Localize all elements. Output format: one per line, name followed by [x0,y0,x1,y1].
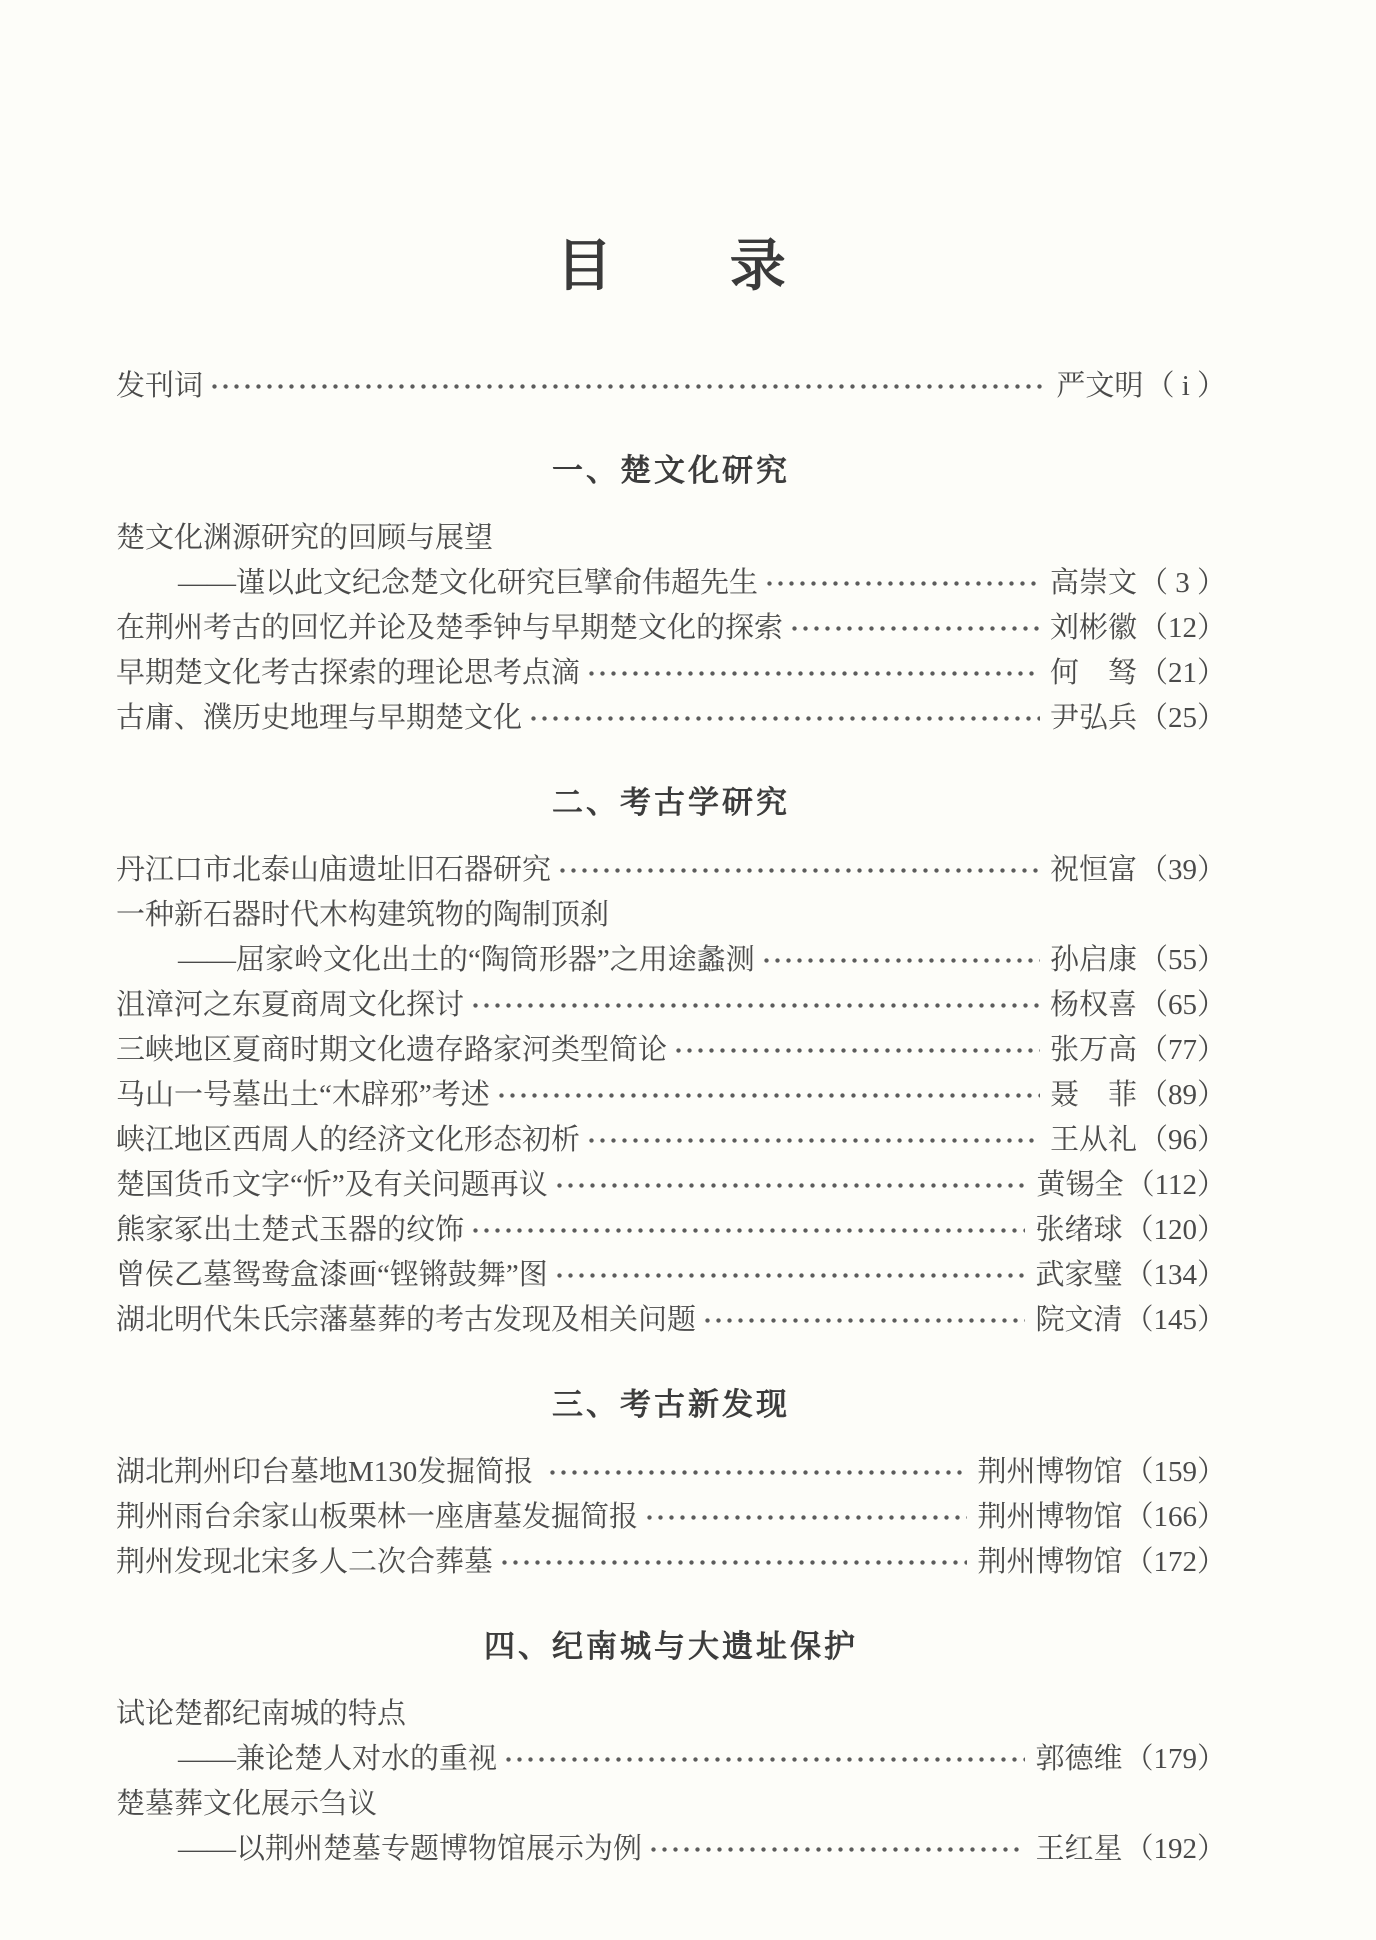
entry-title: 湖北荆州印台墓地M130发掘简报 [116,1456,541,1488]
entry-page: （145） [1124,1304,1226,1336]
entry-author: 院文清 [1035,1304,1123,1336]
entry-title: 楚墓葬文化展示刍议 [116,1788,378,1820]
dot-leader [503,1737,1025,1782]
entry-line [116,1495,1226,1540]
dot-leader [547,1450,968,1495]
toc-entry [116,983,1226,1028]
entry-line [116,1073,1226,1118]
dot-leader [673,1028,1040,1073]
entry-author: 黄锡全 [1036,1169,1124,1201]
dot-leader [528,696,1040,741]
entry-page: （179） [1124,1743,1226,1775]
entry-author: 严文明 [1056,370,1144,402]
entry-title: 早期楚文化考古探索的理论思考点滴 [116,657,581,689]
section-heading: 三、考古新发现 [552,1387,790,1422]
toc-entry [116,1692,1226,1782]
entry-title: 沮漳河之东夏商周文化探讨 [116,989,465,1021]
entry-author: 郭德维 [1035,1743,1123,1775]
entry-title: 发刊词 [116,370,204,402]
entry-subtitle: ——屈家岭文化出土的“陶筒形器”之用途蠡测 [178,944,755,976]
entry-author: 刘彬徽 [1049,612,1137,644]
entry-subtitle-line [116,938,1226,983]
dot-leader [648,1827,1025,1872]
entry-page: （25） [1138,702,1226,734]
dot-leader [761,938,1040,983]
toc-entry [116,696,1226,741]
entry-title: 峡江地区西周人的经济文化形态初析 [116,1124,581,1156]
toc-entry [116,893,1226,983]
entry-line [116,1253,1226,1298]
toc-entry [116,1495,1226,1540]
entry-page: （65） [1138,989,1226,1021]
entry-subtitle-line [116,1827,1226,1872]
dot-leader [209,364,1046,409]
entry-author: 祝恒富 [1049,854,1137,886]
entry-page: （21） [1138,657,1226,689]
dot-leader [554,1163,1027,1208]
entry-title-line [116,1692,1226,1737]
dot-leader [764,561,1040,606]
dot-leader [470,983,1040,1028]
entry-title: 曾侯乙墓鸳鸯盒漆画“铿锵鼓舞”图 [116,1259,548,1291]
entry-title-line [116,516,1226,561]
entry-page: （159） [1124,1456,1226,1488]
entry-author: 尹弘兵 [1049,702,1137,734]
entry-line [116,1298,1226,1343]
toc-body [116,364,1226,1872]
entry-page: （ 3 ） [1138,567,1226,599]
entry-subtitle: ——兼论楚人对水的重视 [178,1743,498,1775]
entry-title: 湖北明代朱氏宗藩墓葬的考古发现及相关问题 [116,1304,697,1336]
toc-entry [116,364,1226,409]
dot-leader [789,606,1040,651]
entry-author: 聂 菲 [1049,1079,1137,1111]
entry-author: 何 驽 [1049,657,1137,689]
dot-leader [554,1253,1026,1298]
dot-leader [586,1118,1040,1163]
entry-line [116,1028,1226,1073]
toc-entry [116,1208,1226,1253]
toc-entry [116,516,1226,606]
entry-line [116,606,1226,651]
entry-title: 荆州雨台余家山板栗林一座唐墓发掘简报 [116,1501,639,1533]
entry-page: （12） [1138,612,1226,644]
entry-page: （96） [1138,1124,1226,1156]
section-heading: 二、考古学研究 [552,785,790,820]
entry-title: 熊家冢出土楚式玉器的纹饰 [116,1214,465,1246]
entry-title: 丹江口市北泰山庙遗址旧石器研究 [116,854,552,886]
entry-page: （120） [1124,1214,1226,1246]
entry-title-line [116,893,1226,938]
entry-title: 楚国货币文字“忻”及有关问题再议 [116,1169,548,1201]
entry-subtitle: ——谨以此文纪念楚文化研究巨擘俞伟超先生 [178,567,759,599]
entry-page: （ i ） [1145,370,1226,402]
entry-line [116,1118,1226,1163]
dot-leader [496,1073,1040,1118]
toc-entry [116,1298,1226,1343]
entry-line [116,651,1226,696]
entry-page: （39） [1138,854,1226,886]
entry-title-line [116,1782,1226,1827]
toc-entry [116,1118,1226,1163]
entry-page: （166） [1124,1501,1226,1533]
section-heading: 四、纪南城与大遗址保护 [484,1629,858,1664]
entry-page: （172） [1124,1546,1226,1578]
dot-leader [644,1495,967,1540]
dot-leader [702,1298,1025,1343]
toc-entry [116,1163,1226,1208]
entry-page: （112） [1125,1169,1226,1201]
entry-line [116,983,1226,1028]
entry-title: 荆州发现北宋多人二次合葬墓 [116,1546,494,1578]
entry-line [116,848,1226,893]
entry-author: 张万高 [1049,1034,1137,1066]
entry-author: 荆州博物馆 [977,1456,1123,1488]
entry-line [116,364,1226,409]
entry-title: 在荆州考古的回忆并论及楚季钟与早期楚文化的探索 [116,612,784,644]
entry-line [116,696,1226,741]
entry-line [116,1540,1226,1585]
toc-entry [116,1450,1226,1495]
entry-page: （89） [1138,1079,1226,1111]
entry-author: 孙启康 [1049,944,1137,976]
entry-author: 王红星 [1035,1833,1123,1865]
section-heading: 一、楚文化研究 [552,453,790,488]
entry-page: （134） [1124,1259,1226,1291]
entry-author: 杨权喜 [1049,989,1137,1021]
toc-entry [116,848,1226,893]
toc-entry [116,1540,1226,1585]
entry-title: 三峡地区夏商时期文化遗存路家河类型简论 [116,1034,668,1066]
entry-author: 高崇文 [1049,567,1137,599]
toc-entry [116,1253,1226,1298]
entry-author: 张绪球 [1035,1214,1123,1246]
entry-title: 马山一号墓出土“木辟邪”考述 [116,1079,490,1111]
entry-author: 王从礼 [1049,1124,1137,1156]
entry-title: 古庸、濮历史地理与早期楚文化 [116,702,523,734]
entry-author: 荆州博物馆 [977,1546,1123,1578]
dot-leader [499,1540,967,1585]
entry-subtitle-line [116,1737,1226,1782]
entry-page: （192） [1124,1833,1226,1865]
dot-leader [470,1208,1025,1253]
dot-leader [586,651,1040,696]
toc-entry [116,1073,1226,1118]
toc-entry [116,1782,1226,1872]
entry-author: 荆州博物馆 [977,1501,1123,1533]
entry-line [116,1450,1226,1495]
entry-title: 一种新石器时代木构建筑物的陶制顶刹 [116,899,610,931]
page-title: 目 录 [556,236,817,298]
entry-title: 试论楚都纪南城的特点 [116,1698,407,1730]
dot-leader [557,848,1040,893]
entry-page: （55） [1138,944,1226,976]
entry-line [116,1163,1226,1208]
entry-subtitle: ——以荆州楚墓专题博物馆展示为例 [178,1833,643,1865]
entry-page: （77） [1138,1034,1226,1066]
entry-line [116,1208,1226,1253]
entry-subtitle-line [116,561,1226,606]
toc-entry [116,651,1226,696]
entry-title: 楚文化渊源研究的回顾与展望 [116,522,494,554]
toc-entry [116,606,1226,651]
toc-entry [116,1028,1226,1073]
entry-author: 武家璧 [1035,1259,1123,1291]
